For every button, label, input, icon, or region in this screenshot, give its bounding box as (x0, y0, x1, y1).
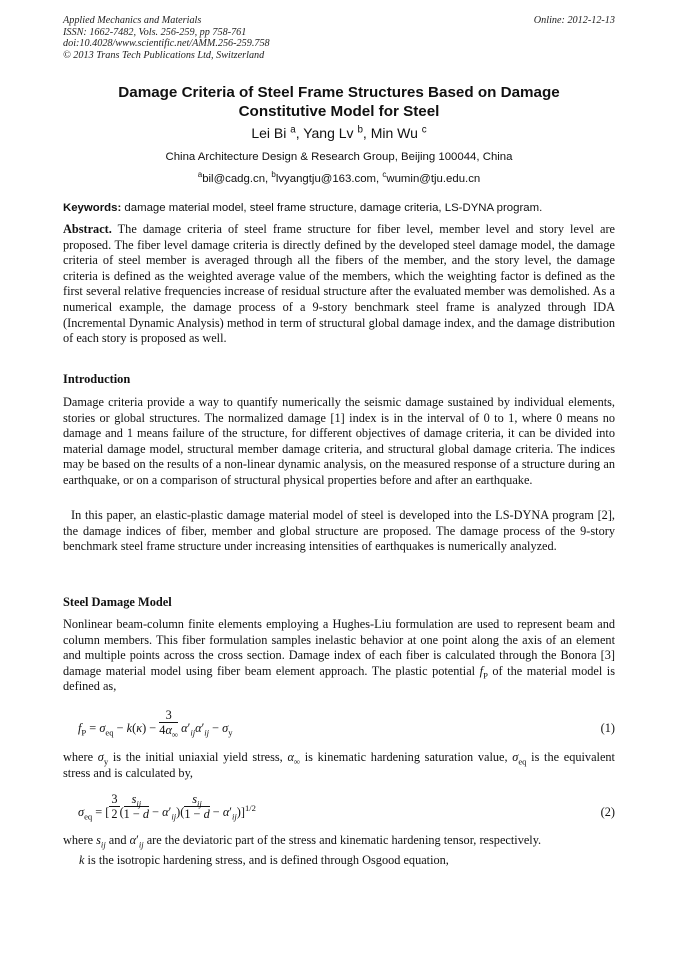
paper-title (60, 83, 618, 121)
email-link[interactable]: wumin@tju.edu.cn (386, 173, 481, 185)
section-heading-introduction: Introduction (63, 372, 131, 386)
abstract (63, 222, 615, 347)
email-mark: a (197, 170, 203, 180)
author-name: Min Wu (370, 125, 418, 141)
author-name: Lei Bi (251, 125, 287, 141)
equation-number: (2) (600, 805, 615, 819)
keywords-text: damage material model, steel frame structure, damage criteria, LS-DYNA program. (124, 202, 543, 214)
equation-1-explanation: where $\sigma_y$ is the initial uniaxial yield stress, $\alpha_\infty$ is kinematic hardening saturation value, $\sigma_{eq}$ is the equivalent stress and is calculated by, (63, 750, 615, 780)
affiliation: China Architecture Design & Research Group, Beijing 100044, China (165, 151, 513, 163)
paragraph-text: of the material model is defined as, (63, 663, 615, 694)
abstract-text: The damage criteria of steel frame structure for fiber level, member level and story level are proposed. The fiber level damage criteria is directly defined by the developed steel damage model, the damage criteria of steel member is averaged through all the fibers of the member, and the story level, the damage criteria is defined as the weighted average value of the members, which the weighting factor is defined as the first several relative frequencies increase of residual structure after the evaluated member was demolished. As a numerical example, the damage process of a 9-story benchmark steel frame is analyzed through IDA (Incremental Dynamic Analysis) method in term of structural global damage index, and the damage distribution of each story is proposed as well. (63, 222, 615, 346)
copyright-line: © 2013 Trans Tech Publications Ltd, Switzerland (63, 49, 265, 61)
introduction-paragraph-1: Damage criteria provide a way to quantify numerically the seismic damage sustained by individual elements, stories or global structures. The normalized damage [1] index is in the interval of 0 to 1, where 0 means no damage and 1 means failure of the structure, for different objectives of damage criteria, it can be divided into material damage model, structural member damage criteria, and structural global damage criteria. The indices may be based on the results of a non-linear dynamic analysis, on the measured response of a structure during an earthquake, or on a comparison of structural physical properties before and after an earthquake. (63, 395, 615, 487)
author-list: Lei Bi $^a$, Yang Lv $^b$, Min Wu $^c$ (251, 124, 427, 141)
paragraph-text: is the equivalent stress and is calculated by, (63, 750, 615, 780)
keywords-label: Keywords: (63, 202, 122, 214)
paragraph-text: is the initial uniaxial yield stress, (112, 750, 283, 764)
title-line-2: Constitutive Model for Steel (238, 103, 440, 120)
equation-2: $\sigma_{eq}$ = [ $\frac{3}{2}$ ( $\frac{s_{ij}}{1 - d}$ − $\alpha'_{ij}$)( $\frac{s_{ij}}{1 - d}$ − $\alpha'_{ij})]^{1/2}$ (2) (78, 791, 615, 822)
paragraph-text: Nonlinear beam-column finite elements employing a Hughes-Liu formulation are used to represent beam and column members. This fiber formulation samples inelastic behavior at one point along the axis of an element and multiple points across the cross section. Damage index of each fiber is calculated through the Bonora [3] damage material model using fiber beam element approach. The plastic potential (63, 617, 615, 678)
email-list: $^a$bil@cadg.cn, $^b$lvyangtju@163.com, $^c$wumin@tju.edu.cn (197, 170, 481, 185)
paragraph-text: and (108, 833, 127, 847)
paragraph-text: is the isotropic hardening stress, and is defined through Osgood equation, (87, 853, 449, 867)
equation-1: $f_P = \sigma_{eq} - k(\kappa)$ − $\frac{3}{4\alpha_\infty}$ $\alpha'_{ij}\alpha'_{ij} - \sigma_y$ (1) (78, 707, 615, 740)
keywords (63, 202, 615, 214)
author-mark: c (421, 124, 427, 136)
equation-number: (1) (600, 721, 615, 735)
paragraph-text: where (63, 750, 94, 764)
email-mark: b (271, 170, 276, 180)
author-name: Yang Lv (303, 125, 354, 141)
issn-line: ISSN: 1662-7482, Vols. 256-259, pp 758-761 (63, 26, 247, 38)
abstract-label: Abstract. (63, 222, 112, 236)
equation-2-explanation: where $s_{ij}$ and $\alpha'_{ij}$ are the deviatoric part of the stress and kinematic hardening tensor, respectively. (63, 833, 542, 850)
doi-line: doi:10.4028/www.scientific.net/AMM.256-259.758 (63, 38, 270, 50)
paragraph-text: where (63, 833, 94, 847)
section-heading-steel-damage-model: Steel Damage Model (63, 595, 172, 609)
title-line-1: Damage Criteria of Steel Frame Structures Based on Damage (118, 84, 560, 101)
email-link[interactable]: bil@cadg.cn (202, 173, 266, 185)
introduction-paragraph-2: In this paper, an elastic-plastic damage material model of steel is developed into the LS-DYNA program [2], the damage indices of fiber, member and global structure are proposed. The damage process of the 9-story benchmark steel frame structure under increasing intensities of earthquakes is numerically analyzed. (63, 508, 615, 554)
paragraph-text: are the deviatoric part of the stress and kinematic hardening tensor, respectively. (146, 833, 542, 847)
author-mark: a (290, 124, 296, 136)
online-date: Online: 2012-12-13 (533, 15, 615, 26)
email-mark: c (382, 170, 387, 180)
paragraph-text: is kinematic hardening saturation value, (304, 750, 508, 764)
osgood-sentence: k is the isotropic hardening stress, and is defined through Osgood equation, (79, 853, 449, 867)
author-mark: b (357, 124, 363, 136)
journal-header (63, 15, 615, 61)
steel-model-paragraph: Nonlinear beam-column finite elements employing a Hughes-Liu formulation are used to represent beam and column members. This fiber formulation samples inelastic behavior at one point along the axis of an element and multiple points across the cross section. Damage index of each fiber is calculated through the Bonora [3] damage material model using fiber beam element approach. The plastic potential $f_P$ of the material model is defined as, (63, 617, 615, 694)
journal-name: Applied Mechanics and Materials (63, 15, 202, 26)
email-link[interactable]: lvyangtju@163.com (275, 173, 377, 185)
